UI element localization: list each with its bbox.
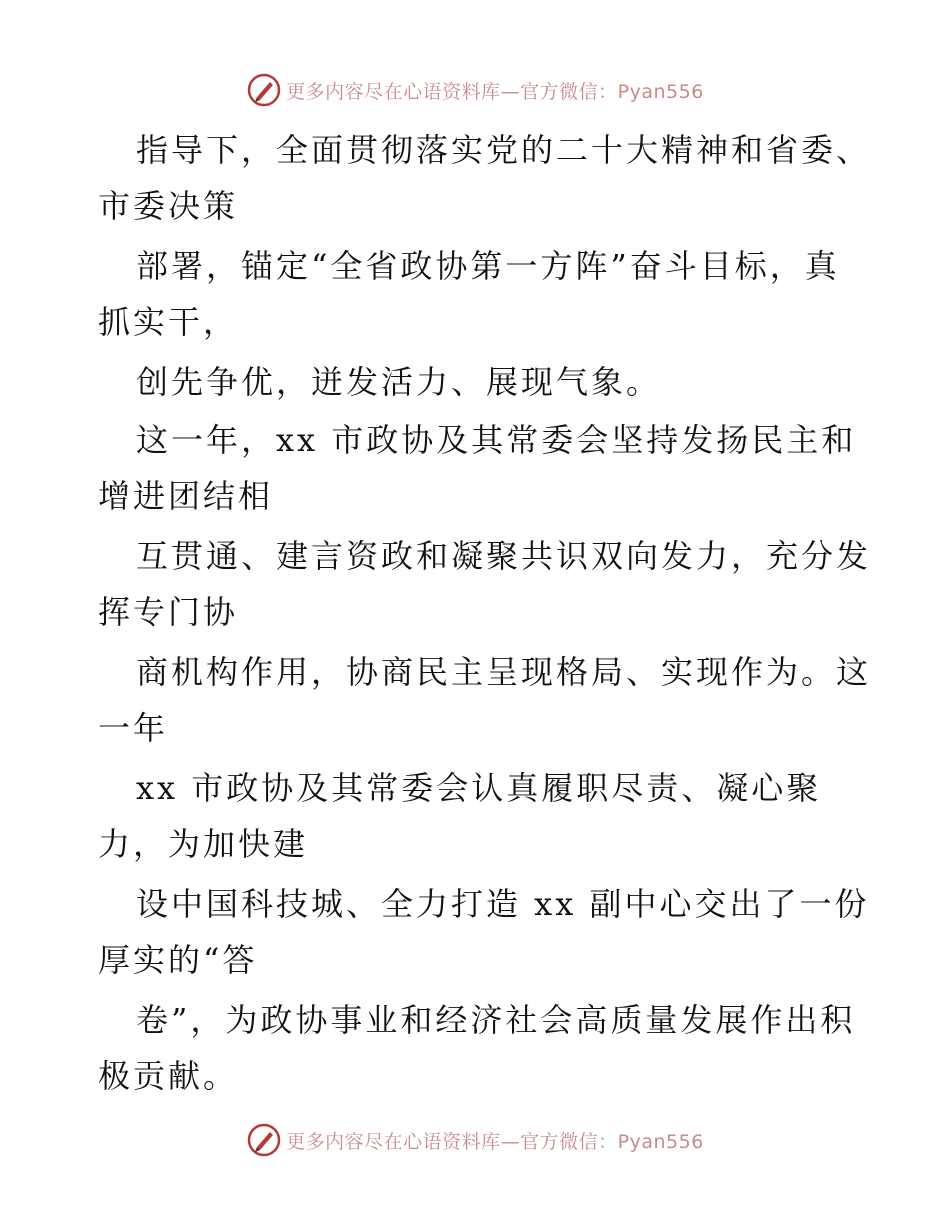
pen-logo-icon (246, 1122, 282, 1158)
header-watermark (0, 68, 950, 112)
text-line: 增进团结相 (98, 477, 274, 515)
text-line: 卷”，为政协事业和经济社会高质量发展作出积 (136, 1001, 856, 1039)
text-line: 抓实干， (98, 303, 239, 341)
text-line: 极贡献。 (98, 1057, 239, 1095)
text-line: 挥专门协 (98, 593, 239, 631)
text-line: 市委决策 (98, 187, 239, 225)
text-line: xx 市政协及其常委会认真履职尽责、凝心聚 (136, 769, 822, 807)
text-line: 指导下，全面贯彻落实党的二十大精神和省委、 (136, 131, 872, 169)
text-line: 部署，锚定“全省政协第一方阵”奋斗目标，真 (136, 247, 840, 285)
text-line: 设中国科技城、全力打造 xx 副中心交出了一份 (136, 885, 870, 923)
watermark-text: 更多内容尽在心语资料库—官方微信：Pyan556 (286, 1130, 704, 1153)
text-line: 商机构作用，协商民主呈现格局、实现作为。这 (136, 653, 872, 691)
pen-logo-icon (246, 72, 282, 108)
footer-watermark (0, 1118, 950, 1162)
text-line: 一年 (98, 709, 169, 747)
text-line: 创先争优，迸发活力、展现气象。 (136, 363, 662, 401)
text-line: 这一年，xx 市政协及其常委会坚持发扬民主和 (136, 421, 857, 459)
text-line: 互贯通、建言资政和凝聚共识双向发力，充分发 (136, 537, 872, 575)
watermark-text: 更多内容尽在心语资料库—官方微信：Pyan556 (286, 80, 704, 103)
text-line: 厚实的“答 (98, 941, 258, 979)
text-line: 力，为加快建 (98, 825, 309, 863)
